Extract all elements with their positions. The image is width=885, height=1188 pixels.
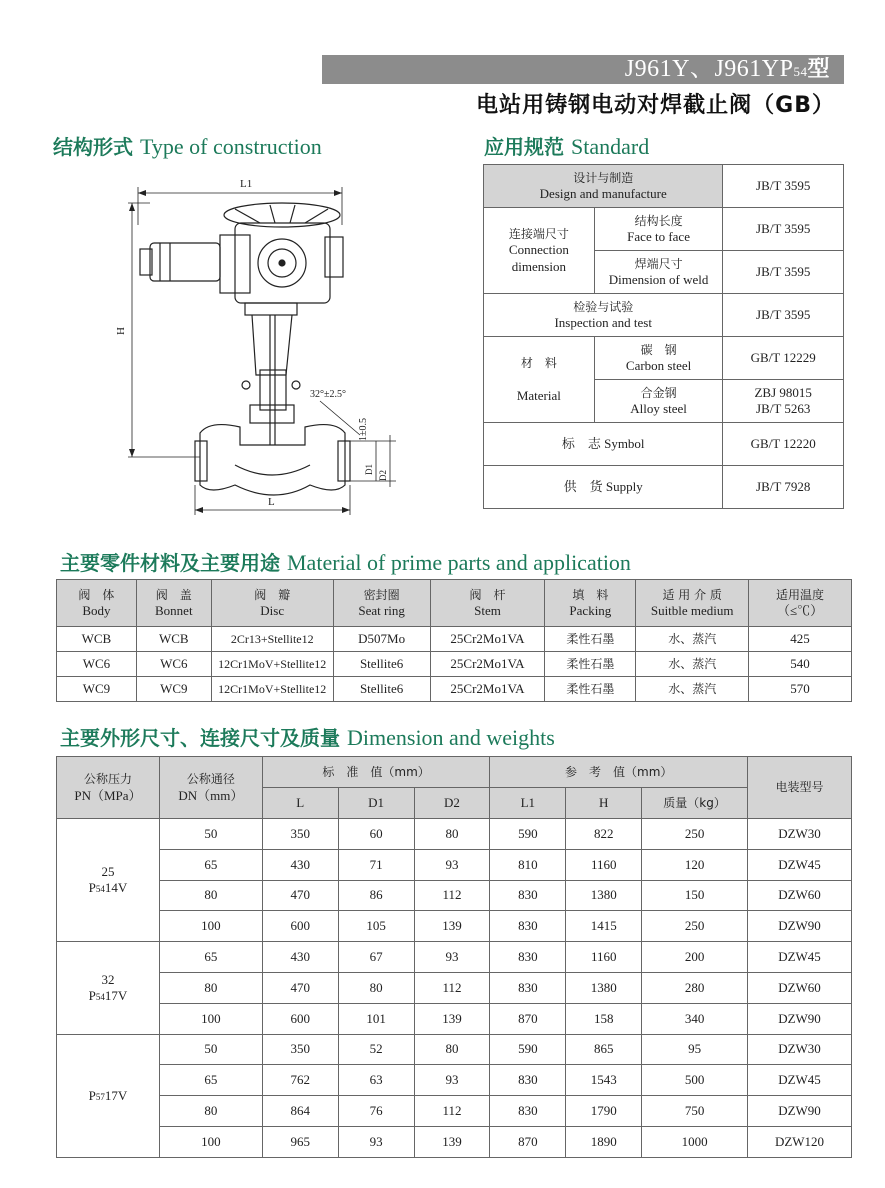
std-alloy-val1: ZBJ 98015: [754, 384, 812, 400]
mat-header-cn: 阀 杆: [469, 587, 506, 602]
table-cell: WC6: [57, 652, 137, 677]
table-row: [57, 942, 852, 973]
std-symbol-val: GB/T 12220: [723, 423, 844, 466]
dim-h-dn-en: DN（mm）: [178, 787, 244, 803]
table-cell: 830: [490, 911, 566, 942]
std-insp-en: Inspection and test: [554, 315, 652, 330]
table-cell: 500: [642, 1065, 748, 1096]
label-d2: D2: [378, 470, 388, 481]
table-row: [57, 652, 852, 677]
table-row: [57, 1003, 852, 1034]
table-cell: 112: [414, 1096, 490, 1127]
table-cell: 50: [159, 1034, 262, 1065]
table-cell: 25Cr2Mo1VA: [430, 652, 545, 677]
table-cell: 12Cr1MoV+Stellite12: [211, 652, 333, 677]
table-cell: DZW45: [748, 942, 852, 973]
materials-table: [56, 579, 852, 702]
mat-header-en: Suitble medium: [650, 603, 734, 618]
valve-drawing: [110, 165, 410, 525]
std-symbol-label: 标 志 Symbol: [484, 423, 723, 466]
table-cell: 95: [642, 1034, 748, 1065]
section-material-cn: 主要零件材料及主要用途: [60, 551, 280, 575]
table-cell: 250: [642, 819, 748, 850]
table-cell: DZW90: [748, 1003, 852, 1034]
dim-header-row1: [57, 757, 852, 788]
table-row: [57, 627, 852, 652]
table-row: [57, 1126, 852, 1157]
table-cell: 430: [262, 849, 338, 880]
table-cell: 470: [262, 972, 338, 1003]
std-ftf-val: JB/T 3595: [723, 208, 844, 251]
table-cell: 柔性石墨: [545, 677, 636, 702]
std-conn-en2: dimension: [511, 258, 566, 274]
table-cell: Stellite6: [333, 677, 430, 702]
table-cell: 60: [338, 819, 414, 850]
table-cell: DZW45: [748, 849, 852, 880]
mat-header-cn: 填 料: [572, 587, 609, 602]
mat-header-cell: [211, 580, 333, 627]
pn-grade-sub: 57: [95, 1091, 105, 1102]
dim-h-d1: D1: [338, 788, 414, 819]
pn-cell: [57, 942, 160, 1034]
model-bar: [322, 55, 844, 84]
table-cell: 65: [159, 942, 262, 973]
table-cell: 600: [262, 1003, 338, 1034]
table-cell: 112: [414, 972, 490, 1003]
table-cell: 590: [490, 819, 566, 850]
mat-header-cell: [136, 580, 211, 627]
table-cell: 1415: [566, 911, 642, 942]
table-cell: DZW90: [748, 1096, 852, 1127]
label-l: L: [268, 496, 275, 508]
table-cell: 200: [642, 942, 748, 973]
pn-grade-p: P: [88, 1087, 96, 1103]
mat-header-en: Seat ring: [358, 603, 405, 618]
table-cell: 762: [262, 1065, 338, 1096]
mat-header-cell: [333, 580, 430, 627]
pn-cell: [57, 819, 160, 942]
pn-value: 25: [101, 863, 115, 879]
table-cell: 12Cr1MoV+Stellite12: [211, 677, 333, 702]
dim-h-weight: 质量（kg）: [642, 788, 748, 819]
dimensions-table: [56, 756, 852, 1158]
dim-h-dn-cn: 公称通径: [186, 772, 235, 787]
table-cell: 65: [159, 1065, 262, 1096]
table-cell: WC9: [136, 677, 211, 702]
table-cell: 870: [490, 1003, 566, 1034]
pn-cell: [57, 1034, 160, 1157]
label-h: H: [115, 327, 127, 335]
table-row: [57, 1065, 852, 1096]
std-alloy-en: Alloy steel: [630, 401, 687, 416]
table-cell: DZW120: [748, 1126, 852, 1157]
table-cell: 100: [159, 1003, 262, 1034]
mat-header-cell: [749, 580, 852, 627]
table-cell: 139: [414, 1003, 490, 1034]
table-cell: WC6: [136, 652, 211, 677]
table-cell: 112: [414, 880, 490, 911]
dim-h-pn-en: PN（MPa）: [74, 787, 142, 803]
table-cell: 1380: [566, 972, 642, 1003]
table-cell: 750: [642, 1096, 748, 1127]
dim-h-model: 电装型号: [748, 757, 852, 819]
table-cell: 830: [490, 1096, 566, 1127]
section-dimension-cn: 主要外形尺寸、连接尺寸及质量: [60, 726, 340, 750]
table-cell: 830: [490, 942, 566, 973]
table-row: [57, 677, 852, 702]
mat-header-en: Packing: [569, 603, 612, 618]
table-cell: 139: [414, 911, 490, 942]
label-l1: L1: [240, 178, 253, 190]
table-row: [57, 972, 852, 1003]
section-standard-en: Standard: [571, 134, 650, 159]
table-cell: 25Cr2Mo1VA: [430, 677, 545, 702]
std-design-cn: 设计与制造: [573, 170, 634, 185]
table-cell: 870: [490, 1126, 566, 1157]
table-cell: 830: [490, 972, 566, 1003]
table-cell: 810: [490, 849, 566, 880]
mat-header-cn: 阀 盖: [155, 587, 192, 602]
table-cell: 1543: [566, 1065, 642, 1096]
std-ftf-cn: 结构长度: [634, 213, 683, 228]
table-cell: 1380: [566, 880, 642, 911]
std-insp-val: JB/T 3595: [723, 294, 844, 337]
table-cell: DZW90: [748, 911, 852, 942]
table-cell: 340: [642, 1003, 748, 1034]
label-d1: D1: [364, 464, 374, 475]
std-weld-val: JB/T 3595: [723, 251, 844, 294]
table-cell: 水、蒸汽: [636, 652, 749, 677]
std-carbon-en: Carbon steel: [625, 358, 692, 373]
section-standard-cn: 应用规范: [484, 135, 564, 159]
model-suffix: 型: [807, 57, 830, 82]
std-row-design: [484, 165, 844, 208]
std-alloy-val2: JB/T 5263: [756, 401, 811, 416]
mat-header-cell: [545, 580, 636, 627]
table-cell: 50: [159, 819, 262, 850]
std-carbon-cn: 碳 钢: [640, 342, 677, 357]
std-conn-cn: 连接端尺寸: [508, 227, 569, 242]
mat-header-cn: 适用温度: [776, 587, 825, 602]
table-cell: 600: [262, 911, 338, 942]
table-cell: 965: [262, 1126, 338, 1157]
model-sub: 54: [793, 64, 808, 79]
materials-header: [57, 580, 852, 627]
std-mat-en: Material: [516, 387, 561, 403]
table-cell: 67: [338, 942, 414, 973]
std-supply-val: JB/T 7928: [723, 466, 844, 509]
pn-grade-rest: 17V: [104, 1087, 128, 1103]
table-cell: 350: [262, 819, 338, 850]
table-cell: 822: [566, 819, 642, 850]
label-tolerance: 1±0.5: [358, 418, 369, 441]
table-cell: 76: [338, 1096, 414, 1127]
table-cell: D507Mo: [333, 627, 430, 652]
table-cell: 101: [338, 1003, 414, 1034]
section-dimension-en: Dimension and weights: [347, 725, 555, 750]
section-material: [60, 547, 631, 576]
table-cell: 65: [159, 849, 262, 880]
std-ftf-en: Face to face: [627, 229, 690, 244]
table-cell: 71: [338, 849, 414, 880]
table-cell: 1000: [642, 1126, 748, 1157]
table-row: [57, 819, 852, 850]
model-main: J961Y、J961YP: [624, 56, 794, 82]
pn-grade-p: P: [88, 880, 96, 896]
table-cell: 1160: [566, 942, 642, 973]
mat-header-cn: 适 用 介 质: [662, 587, 722, 602]
pn-grade-sub: 54: [95, 991, 105, 1002]
table-cell: 1890: [566, 1126, 642, 1157]
section-dimension: [60, 722, 555, 751]
mat-header-en: Bonnet: [155, 603, 193, 618]
section-construction-cn: 结构形式: [53, 135, 133, 159]
table-row: [57, 1034, 852, 1065]
label-angle: 32°±2.5°: [310, 389, 346, 400]
table-cell: 柔性石墨: [545, 652, 636, 677]
table-cell: 80: [338, 972, 414, 1003]
pn-grade-rest: 17V: [104, 987, 128, 1003]
table-cell: 590: [490, 1034, 566, 1065]
table-row: [57, 1096, 852, 1127]
table-cell: 865: [566, 1034, 642, 1065]
table-cell: 158: [566, 1003, 642, 1034]
table-cell: 830: [490, 880, 566, 911]
table-cell: 250: [642, 911, 748, 942]
std-row-carbon: [484, 337, 844, 380]
table-cell: 80: [414, 1034, 490, 1065]
std-weld-cn: 焊端尺寸: [634, 256, 683, 271]
table-cell: 100: [159, 911, 262, 942]
table-cell: WCB: [57, 627, 137, 652]
table-cell: 2Cr13+Stellite12: [211, 627, 333, 652]
table-cell: WCB: [136, 627, 211, 652]
dim-h-d2: D2: [414, 788, 490, 819]
table-cell: 80: [159, 972, 262, 1003]
pn-grade-rest: 14V: [104, 880, 128, 896]
table-row: [57, 880, 852, 911]
dim-h-l1: L1: [490, 788, 566, 819]
pn-grade-p: P: [88, 987, 96, 1003]
std-mat-cn: 材 料: [520, 356, 557, 371]
page-title: 电站用铸钢电动对焊截止阀（GB）: [476, 93, 835, 118]
table-cell: 570: [749, 677, 852, 702]
table-cell: DZW60: [748, 880, 852, 911]
mat-header-cn: 阀 瓣: [254, 587, 291, 602]
mat-header-cell: [636, 580, 749, 627]
mat-header-cell: [57, 580, 137, 627]
table-cell: DZW60: [748, 972, 852, 1003]
table-cell: 63: [338, 1065, 414, 1096]
std-weld-en: Dimension of weld: [608, 272, 709, 287]
table-cell: 350: [262, 1034, 338, 1065]
table-cell: DZW30: [748, 819, 852, 850]
table-cell: 25Cr2Mo1VA: [430, 627, 545, 652]
table-cell: 1160: [566, 849, 642, 880]
table-cell: WC9: [57, 677, 137, 702]
std-row-ftf: [484, 208, 844, 251]
table-cell: 540: [749, 652, 852, 677]
table-cell: DZW45: [748, 1065, 852, 1096]
table-cell: 93: [414, 942, 490, 973]
standard-table: [483, 164, 844, 509]
std-insp-cn: 检验与试验: [573, 299, 634, 314]
dimensions-body: [57, 819, 852, 1158]
table-cell: 93: [414, 849, 490, 880]
section-standard: [484, 131, 649, 160]
table-cell: Stellite6: [333, 652, 430, 677]
table-cell: 100: [159, 1126, 262, 1157]
table-cell: 280: [642, 972, 748, 1003]
table-cell: 93: [338, 1126, 414, 1157]
table-cell: DZW30: [748, 1034, 852, 1065]
table-cell: 470: [262, 880, 338, 911]
dim-h-std: 标 准 值（mm）: [262, 757, 490, 788]
table-cell: 430: [262, 942, 338, 973]
section-construction: [53, 131, 322, 160]
std-alloy-cn: 合金钢: [640, 385, 677, 400]
dim-h-h: H: [566, 788, 642, 819]
std-row-symbol: [484, 423, 844, 466]
table-cell: 150: [642, 880, 748, 911]
mat-header-en: Disc: [260, 603, 285, 618]
table-cell: 864: [262, 1096, 338, 1127]
table-cell: 80: [159, 880, 262, 911]
mat-header-en: Body: [82, 603, 111, 618]
mat-header-cn: 阀 体: [78, 587, 115, 602]
std-row-inspection: [484, 294, 844, 337]
table-cell: 水、蒸汽: [636, 627, 749, 652]
table-cell: 105: [338, 911, 414, 942]
table-row: [57, 911, 852, 942]
table-cell: 52: [338, 1034, 414, 1065]
table-cell: 柔性石墨: [545, 627, 636, 652]
mat-header-cell: [430, 580, 545, 627]
section-material-en: Material of prime parts and application: [287, 550, 631, 575]
std-design-en: Design and manufacture: [539, 186, 667, 201]
table-cell: 80: [159, 1096, 262, 1127]
std-supply-label: 供 货 Supply: [484, 466, 723, 509]
std-carbon-val: GB/T 12229: [723, 337, 844, 380]
section-construction-en: Type of construction: [140, 134, 322, 159]
dim-h-pn-cn: 公称压力: [83, 772, 132, 787]
table-cell: 139: [414, 1126, 490, 1157]
table-row: [57, 849, 852, 880]
table-cell: 120: [642, 849, 748, 880]
mat-header-en: Stem: [474, 603, 501, 618]
materials-body: [57, 627, 852, 702]
table-cell: 425: [749, 627, 852, 652]
table-cell: 1790: [566, 1096, 642, 1127]
mat-header-en: （≤℃）: [776, 603, 824, 618]
table-cell: 86: [338, 880, 414, 911]
pn-grade-sub: 54: [95, 884, 105, 895]
dim-h-l: L: [262, 788, 338, 819]
std-row-supply: [484, 466, 844, 509]
table-cell: 830: [490, 1065, 566, 1096]
table-cell: 80: [414, 819, 490, 850]
pn-value: 32: [101, 971, 115, 987]
mat-header-cn: 密封圈: [363, 587, 400, 602]
table-cell: 93: [414, 1065, 490, 1096]
std-conn-en1: Connection: [508, 242, 569, 258]
std-design-val: JB/T 3595: [723, 165, 844, 208]
table-cell: 水、蒸汽: [636, 677, 749, 702]
dim-h-ref: 参 考 值（mm）: [490, 757, 748, 788]
